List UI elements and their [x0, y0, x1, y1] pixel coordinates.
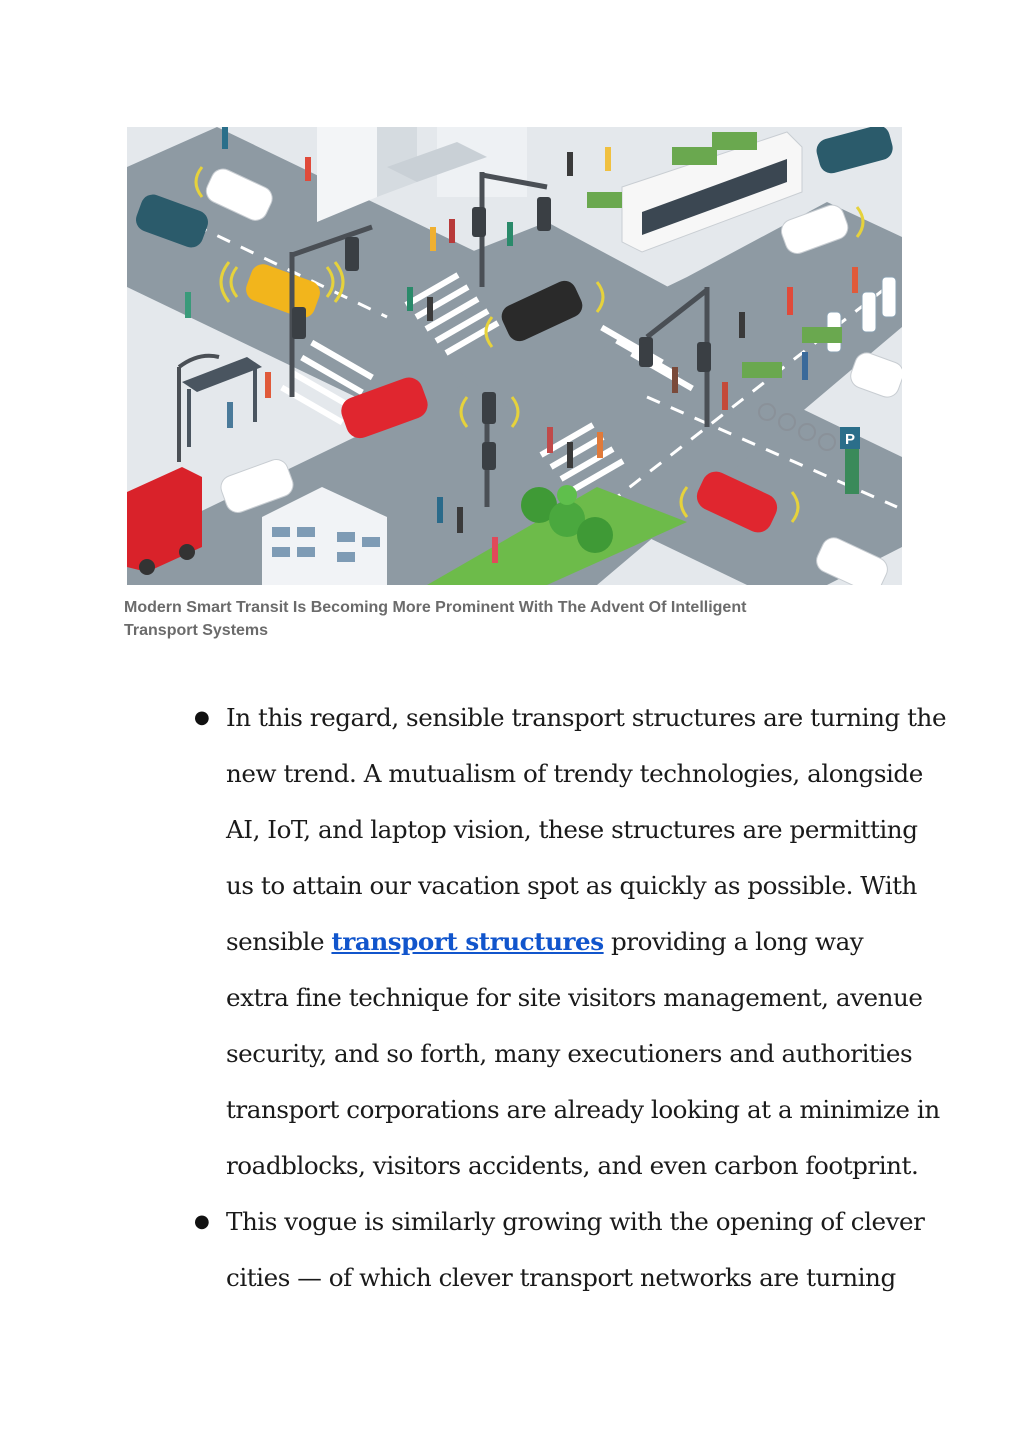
bullet-icon: ●: [194, 707, 210, 728]
paragraph-line: security, and so forth, many executioners and authorities: [226, 1039, 913, 1068]
link-prefix-text: sensible: [226, 927, 325, 956]
caption-line-2: Transport Systems: [124, 622, 269, 639]
transport-structures-link[interactable]: transport structures: [331, 927, 604, 956]
intersection-graphic: [127, 127, 902, 585]
list-item: [194, 1194, 925, 1306]
paragraph-line: extra fine technique for site visitors management, avenue: [226, 983, 923, 1012]
smart-city-illustration: [127, 127, 902, 585]
paragraph-line: roadblocks, visitors accidents, and even carbon footprint.: [226, 1151, 919, 1180]
paragraph-line: new trend. A mutualism of trendy technologies, alongside: [226, 759, 923, 788]
parking-sign-letter: P: [844, 431, 856, 448]
paragraph-line: cities — of which clever transport networks are turning: [226, 1263, 896, 1292]
bullet-icon: ●: [194, 1211, 210, 1232]
link-suffix-text: providing a long way: [611, 927, 864, 956]
paragraph-line: us to attain our vacation spot as quickly as possible. With: [226, 871, 917, 900]
list-item: [194, 690, 947, 1194]
caption-line-1: Modern Smart Transit Is Becoming More Prominent With The Advent Of Intelligent: [124, 599, 747, 616]
paragraph-line: In this regard, sensible transport structures are turning the: [226, 703, 947, 732]
bullet-list: [0, 690, 1024, 1306]
paragraph-line-with-link: [226, 914, 906, 970]
paragraph-line: This vogue is similarly growing with the opening of clever: [226, 1207, 925, 1236]
paragraph-line: AI, IoT, and laptop vision, these structures are permitting: [226, 815, 918, 844]
figure-caption: [124, 596, 884, 642]
paragraph-line: transport corporations are already looking at a minimize in: [226, 1095, 940, 1124]
